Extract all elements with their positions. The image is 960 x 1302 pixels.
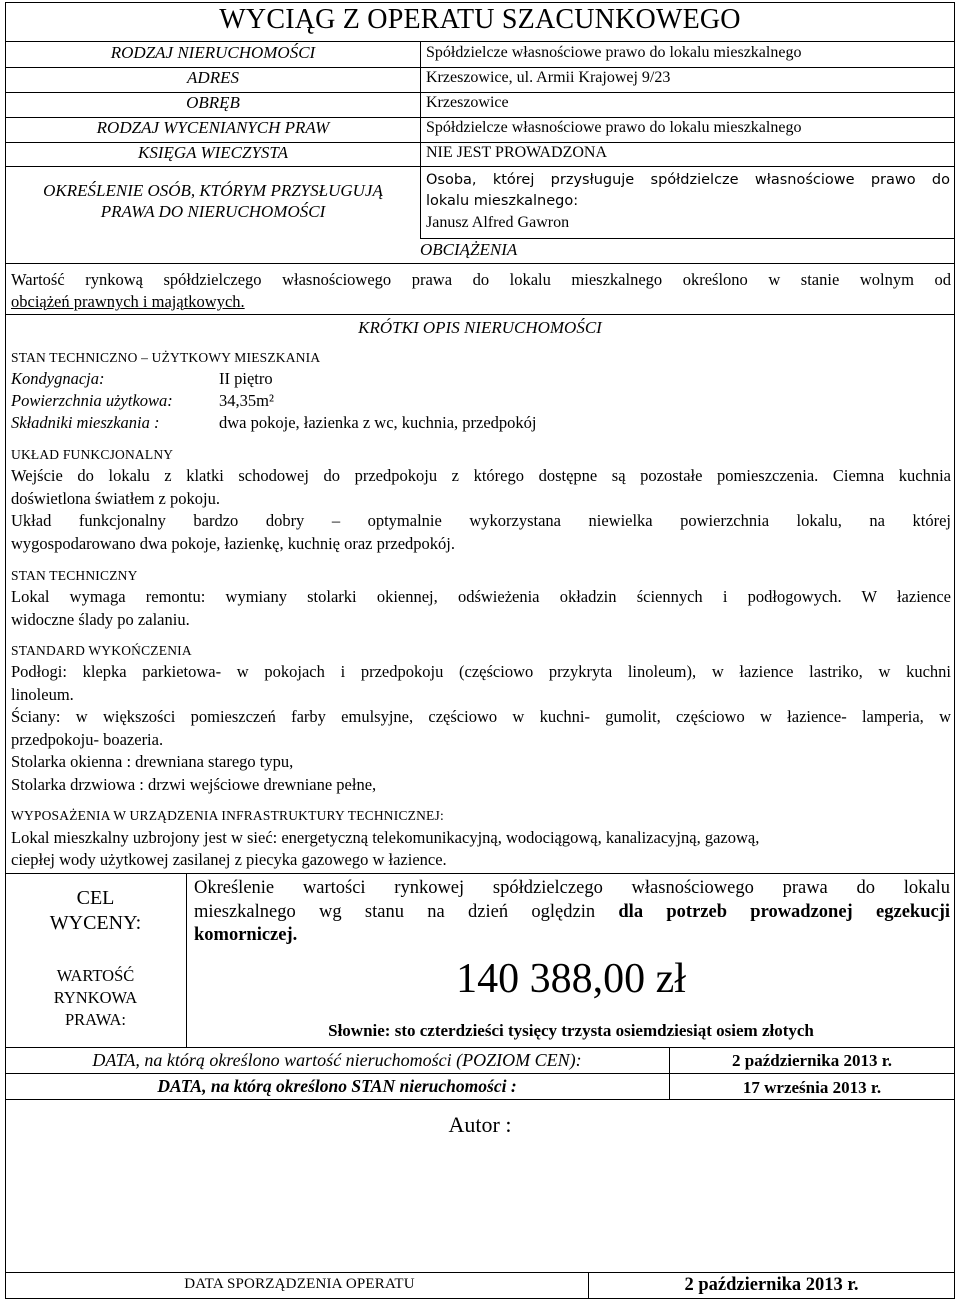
row-divider [5,1099,955,1100]
author-label: Autor : [448,1112,512,1137]
price-level-date-label: DATA, na którą określono wartość nieruchomości (POZIOM CEN): [92,1050,582,1070]
row-divider [5,166,955,167]
value-label [5,965,186,1031]
state-date-label: DATA, na którą określono STAN nieruchomości : [157,1076,517,1096]
value-label-line: WARTOŚĆ [56,966,135,985]
tech-state-heading: STAN TECHNICZNY [11,568,138,583]
header-label: KSIĘGA WIECZYSTA [137,143,289,162]
layout-line: doświetlona światłem z pokoju. [11,489,220,508]
persons-label [8,180,418,222]
purpose-label [5,886,186,936]
state-date-value: 17 września 2013 r. [742,1078,882,1097]
header-label: RODZAJ WYCENIANYCH PRAW [96,118,330,137]
footer-label: DATA SPORZĄDZENIA OPERATU [184,1276,415,1292]
purpose-line [194,901,950,925]
tech-state-line: widoczne ślady po zalaniu. [11,610,190,629]
description-heading: KRÓTKI OPIS NIERUCHOMOŚCI [358,318,602,337]
floor-value: II piętro [219,369,273,388]
persons-value-line: Osoba, której przysługuje spółdzielcze własnościowe prawo do [426,172,950,188]
purpose-line: komorniczej. [194,925,298,945]
layout-line: Wejście do lokalu z klatki schodowej do przedpokoju z którego dostępne są pozostałe pomieszczenia. Ciemna kuchnia [11,466,951,485]
finish-line: Stolarka okienna : drewniana starego typu, [11,752,294,771]
value-label-line: RYNKOWA [53,988,138,1007]
encumbrances-heading: OBCIĄŻENIA [420,240,518,259]
row-divider [5,1073,955,1074]
persons-label-line: PRAWA DO NIERUCHOMOŚCI [100,202,326,221]
footer-date: 2 października 2013 r. [684,1275,859,1295]
header-label: OBRĘB [186,93,240,112]
header-value: Spółdzielcze własnościowe prawo do lokalu mieszkalnego [426,119,802,136]
purpose-text-normal: mieszkalnego wg stanu na dzień oględzin [194,901,619,922]
price-level-date-value: 2 października 2013 r. [732,1051,892,1070]
row-divider [5,314,955,315]
persons-label-line: OKREŚLENIE OSÓB, KTÓRYM PRZYSŁUGUJĄ [43,181,383,200]
layout-line: wygospodarowano dwa pokoje, łazienkę, kuchnię oraz przedpokój. [11,534,455,553]
header-value: Spółdzielcze własnościowe prawo do lokalu mieszkalnego [426,44,802,61]
document-title: WYCIĄG Z OPERATU SZACUNKOWEGO [219,4,741,35]
header-value: Krzeszowice, ul. Armii Krajowej 9/23 [426,69,671,86]
tech-state-line: Lokal wymaga remontu: wymiany stolarki okiennej, odświeżenia okładzin ściennych i podłogowych. W łazience [11,587,951,606]
tech-use-heading: STAN TECHNICZNO – UŻYTKOWY MIESZKANIA [11,350,321,365]
rooms-value: dwa pokoje, łazienka z wc, kuchnia, przedpokój [219,413,537,432]
row-divider [5,263,955,264]
header-column-divider [420,41,421,239]
row-divider [5,1047,955,1048]
row-divider [420,238,955,239]
area-label: Powierzchnia użytkowa: [11,391,173,410]
header-value: Krzeszowice [426,94,509,111]
finish-line: Ściany: w większości pomieszczeń farby emulsyjne, częściowo w kuchni- gumolit, częściowo w łazience- lamperia, w [11,707,951,726]
encumbrances-line: obciążeń prawnych i majątkowych. [11,292,245,311]
finish-line: Podłogi: klepka parkietowa- w pokojach i przedpokoju (częściowo przykryta linoleum), w łazience lastriko, w kuchni [11,662,951,681]
market-value-in-words: Słownie: sto czterdzieści tysięcy trzysta osiemdziesiąt osiem złotych [328,1021,814,1040]
finish-line: Stolarka drzwiowa : drzwi wejściowe drewniane pełne, [11,775,377,794]
finish-line: przedpokoju- boazeria. [11,730,164,749]
title-divider [5,41,955,42]
market-value-amount: 140 388,00 zł [456,956,686,1002]
equipment-line: Lokal mieszkalny uzbrojony jest w sieć: energetyczną telekomunikacyjną, wodociągową, kanalizacyjną, gazową, [11,828,760,847]
finish-heading: STANDARD WYKOŃCZENIA [11,643,192,658]
rooms-label: Składniki mieszkania : [11,413,160,432]
persons-value [426,170,950,233]
header-label: ADRES [187,68,239,87]
purpose-label-line: CEL [76,887,115,909]
purpose-line: Określenie wartości rynkowej spółdzielczego własnościowego prawa do lokalu [194,878,950,898]
header-value: NIE JEST PROWADZONA [426,144,608,161]
purpose-label-line: WYCENY: [49,912,142,934]
layout-line: Układ funkcjonalny bardzo dobry – optymalnie wykorzystana niewielka powierzchnia lokalu, na której [11,511,951,530]
encumbrances-line: Wartość rynkową spółdzielczego własnościowego prawa do lokalu mieszkalnego określono w stanie wolnym od [11,270,951,289]
equipment-heading: WYPOSAŻENIA W URZĄDZENIA INFRASTRUKTURY TECHNICZNEJ: [11,808,444,823]
layout-heading: UKŁAD FUNKCJONALNY [11,447,174,462]
row-divider [5,873,955,874]
row-divider [5,1272,955,1273]
value-label-line: PRAWA: [64,1010,127,1029]
header-label: RODZAJ NIERUCHOMOŚCI [110,43,316,62]
floor-label: Kondygnacja: [11,369,105,388]
equipment-line: ciepłej wody użytkowej zasilanej z piecyka gazowego w łazience. [11,850,447,869]
persons-value-line: lokalu mieszkalnego: [426,193,579,209]
purpose-text [194,877,950,948]
persons-holder-name: Janusz Alfred Gawron [426,214,570,231]
purpose-text-bold: dla potrzeb prowadzonej egzekucji [618,901,950,922]
area-value: 34,35m² [219,391,274,410]
finish-line: linoleum. [11,685,74,704]
